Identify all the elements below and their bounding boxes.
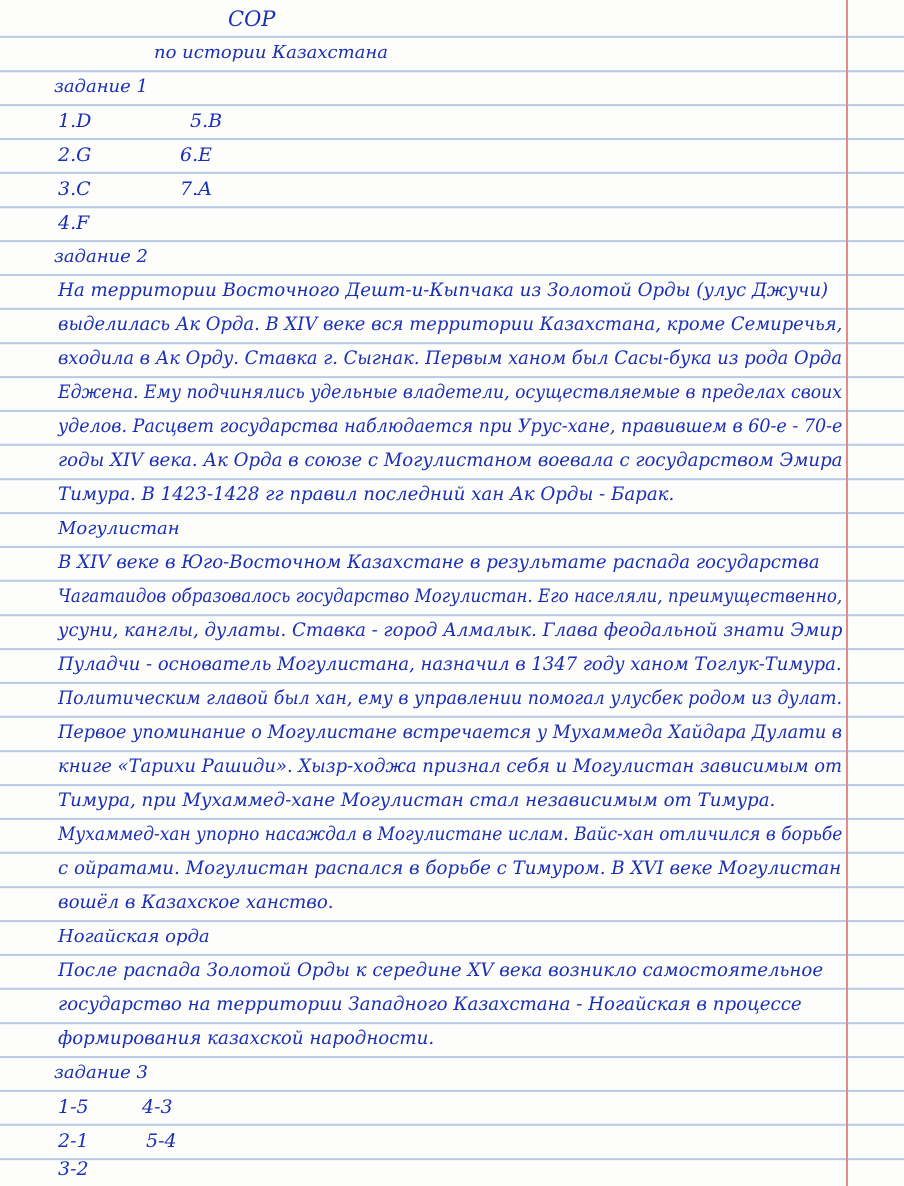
text-line: Чагатаидов образовалось государство Могулистан. Его населяли, преимущественно, <box>58 586 843 607</box>
text-line: государство на территории Западного Казахстана - Ногайская в процессе <box>58 994 802 1015</box>
text-line: книге «Тарихи Рашиди». Хызр-ходжа признал себя и Могулистан зависимым от <box>58 756 843 777</box>
task3-answer: 1-5 <box>58 1096 89 1118</box>
text-line: Еджена. Ему подчинялись удельные владетели, осуществляемые в пределах своих <box>58 382 843 403</box>
text-line: На территории Восточного Дешт-и-Кыпчака из Золотой Орды (улус Джучи) <box>58 280 829 301</box>
text-line: Мухаммед-хан упорно насаждал в Могулистане ислам. Вайс-хан отличился в борьбе <box>58 824 843 845</box>
task3-answer: 2-1 <box>58 1130 89 1152</box>
margin-line <box>846 0 848 1186</box>
text-line: усуни, канглы, дулаты. Ставка - город Алмалык. Глава феодальной знати Эмир <box>58 620 843 641</box>
task1-answer: 3.C <box>58 178 91 200</box>
task3-answer: 4-3 <box>142 1096 173 1118</box>
text-line: годы XIV века. Ак Орда в союзе с Могулистаном воевала с государством Эмира <box>58 450 843 471</box>
text-line: формирования казахской народности. <box>58 1028 435 1049</box>
text-line: с ойратами. Могулистан распался в борьбе с Тимуром. В XVI веке Могулистан <box>58 858 842 879</box>
text-line: В XIV веке в Юго-Восточном Казахстане в результате распада государства <box>58 552 820 573</box>
task3-answer: 3-2 <box>58 1158 89 1180</box>
page-title: СОР <box>228 7 276 31</box>
task3-answer: 5-4 <box>146 1130 177 1152</box>
text-line: Первое упоминание о Могулистане встречается у Мухаммеда Хайдара Дулати в <box>58 722 843 743</box>
page-subtitle: по истории Казахстана <box>154 42 388 63</box>
task1-answer: 7.A <box>180 178 212 200</box>
section-heading-nogai: Ногайская орда <box>58 926 210 947</box>
text-line: вошёл в Казахское ханство. <box>58 892 334 913</box>
task1-answer: 5.B <box>190 110 223 132</box>
text-line: Тимура. В 1423-1428 гг правил последний хан Ак Орды - Барак. <box>58 484 675 505</box>
text-line: Политическим главой был хан, ему в управлении помогал улусбек родом из дулат. <box>58 688 843 709</box>
task1-answer: 1.D <box>58 110 92 132</box>
task1-answer: 2.G <box>58 144 92 166</box>
text-line: входила в Ак Орду. Ставка г. Сыгнак. Первым ханом был Сасы-бука из рода Орда <box>58 348 843 369</box>
task2-label: задание 2 <box>54 246 148 267</box>
task3-label: задание 3 <box>54 1062 148 1083</box>
task1-label: задание 1 <box>54 76 148 97</box>
text-line: Пуладчи - основатель Могулистана, назначил в 1347 году ханом Тоглук-Тимура. <box>58 654 842 675</box>
text-line: выделилась Ак Орда. В XIV веке вся территории Казахстана, кроме Семиречья, <box>58 314 843 335</box>
task1-answer: 6.E <box>180 144 212 166</box>
text-line: После распада Золотой Орды к середине XV века возникло самостоятельное <box>58 960 824 981</box>
task1-answer: 4.F <box>58 212 90 234</box>
section-heading-mogulistan: Могулистан <box>58 518 180 539</box>
text-line: Тимура, при Мухаммед-хане Могулистан стал независимым от Тимура. <box>58 790 776 811</box>
text-line: уделов. Расцвет государства наблюдается при Урус-хане, правившем в 60-е - 70-е <box>58 416 843 437</box>
